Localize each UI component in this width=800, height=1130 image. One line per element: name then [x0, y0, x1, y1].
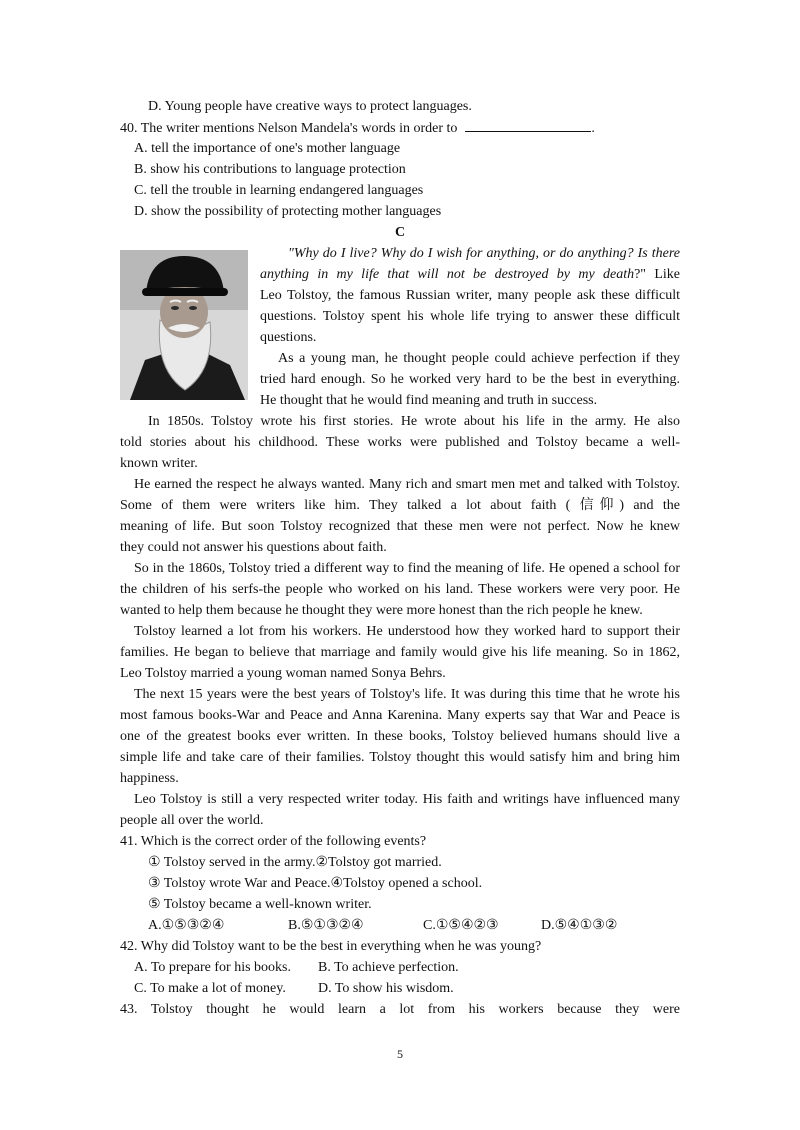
quote-line-1: "Why do I live? Why do I wish for anything, or do anything? Is there — [288, 246, 680, 261]
q41-option-a: A.①⑤③②④ — [148, 918, 225, 933]
q41-option-b: B.⑤①③②④ — [288, 918, 364, 933]
q41-events-row-2 — [120, 873, 680, 894]
answer-blank — [465, 117, 591, 132]
p6-line-1: Tolstoy learned a lot from his workers. He understood how they worked hard to support their — [134, 624, 680, 639]
q41-events-row-1 — [120, 852, 680, 873]
p2-line-3: He thought that he would find meaning and truth in success. — [260, 393, 598, 408]
q42-options-row-1 — [120, 957, 680, 978]
p5-line-2: the children of his serfs-the people who worked on his land. These workers were very poor. He — [120, 582, 680, 597]
p3-line-3: known writer. — [120, 456, 198, 471]
q41-stem: 41. Which is the correct order of the following events? — [120, 834, 427, 849]
p7-line-5: happiness. — [120, 771, 179, 786]
q42-stem: 42. Why did Tolstoy want to be the best in everything when he was young? — [120, 939, 542, 954]
page-content — [120, 96, 680, 1020]
quote-line-2: anything in my life that will not be destroyed by my death?" Like — [260, 267, 681, 282]
q40-option-a: A. tell the importance of one's mother language — [134, 141, 401, 156]
q42-option-a: A. To prepare for his books. — [134, 960, 292, 975]
q42-option-c: C. To make a lot of money. — [134, 981, 286, 996]
q39-option-d: D. Young people have creative ways to protect languages. — [148, 99, 472, 114]
p5-line-3: wanted to help them because he thought they were more honest than the rich people he knew. — [120, 603, 643, 618]
q40-period: . — [591, 121, 595, 136]
q42-option-d: D. To show his wisdom. — [318, 981, 454, 996]
q41-option-c: C.①⑤④②③ — [423, 918, 499, 933]
section-title: C — [394, 225, 406, 240]
q42-option-b: B. To achieve perfection. — [318, 960, 459, 975]
p7-line-4: simple life and take care of their families. Tolstoy thought this would satisfy him and bring him — [120, 750, 680, 765]
p3-line-1: In 1850s. Tolstoy wrote his first stories. He wrote about his life in the army. He also — [148, 414, 680, 429]
p2-line-1: As a young man, he thought people could achieve perfection if they — [278, 351, 680, 366]
p7-line-1: The next 15 years were the best years of Tolstoy's life. It was during this time that he wrote his — [134, 687, 680, 702]
p1-line-1: Leo Tolstoy, the famous Russian writer, many people ask these difficult — [260, 288, 680, 303]
q41-event-5: ⑤ Tolstoy became a well-known writer. — [148, 897, 372, 912]
page-number: 5 — [397, 1047, 403, 1061]
q41-event-1: ① Tolstoy served in the army. — [148, 855, 316, 870]
p4-line-1: He earned the respect he always wanted. Many rich and smart men met and talked with Tolstoy. — [134, 477, 680, 492]
quote-block — [260, 243, 680, 411]
portrait-image — [120, 250, 248, 400]
q41-event-2: ②Tolstoy got married. — [315, 855, 442, 870]
q40-stem: 40. The writer mentions Nelson Mandela's words in order to — [120, 121, 458, 136]
q40-option-b: B. show his contributions to language protection — [134, 162, 406, 177]
tolstoy-portrait — [120, 250, 248, 400]
p4-line-2: Some of them were writers like him. They talked a lot about faith ( 信仰) and the — [120, 498, 680, 513]
p8-line-1: Leo Tolstoy is still a very respected writer today. His faith and writings have influenced many — [134, 792, 680, 807]
p5-line-1: So in the 1860s, Tolstoy tried a different way to find the meaning of life. He opened a school for — [134, 561, 680, 576]
p4-line-4: they could not answer his questions about faith. — [120, 540, 387, 555]
p4-line-3: meaning of life. But soon Tolstoy recognized that these men were not perfect. Now he knew — [120, 519, 680, 534]
p8-line-2: people all over the world. — [120, 813, 264, 828]
p7-line-3: one of the greatest books ever written. In these books, Tolstoy believed humans should live a — [120, 729, 680, 744]
p1-line-2: questions. Tolstoy spent his whole life trying to answer these difficult — [260, 309, 680, 324]
p6-line-2: families. He began to believe that marriage and family would give his life meaning. So in 1862, — [120, 645, 680, 660]
p3-line-2: told stories about his childhood. These works were published and Tolstoy became a well- — [120, 435, 680, 450]
q41-option-d: D.⑤④①③② — [541, 918, 618, 933]
q41-event-4: ④Tolstoy opened a school. — [330, 876, 483, 891]
q41-options — [120, 915, 680, 936]
p1-line-3: questions. — [260, 330, 317, 345]
q40-option-c: C. tell the trouble in learning endangered languages — [134, 183, 424, 198]
p2-line-2: tried hard enough. So he worked very hard to be the best in everything. — [260, 372, 680, 387]
q40-stem-line — [120, 117, 680, 138]
q42-options-row-2 — [120, 978, 680, 999]
p6-line-3: Leo Tolstoy married a young woman named Sonya Behrs. — [120, 666, 446, 681]
q43-stem: 43. Tolstoy thought he would learn a lot from his workers because they were — [120, 1002, 680, 1017]
q41-event-3: ③ Tolstoy wrote War and Peace. — [148, 876, 331, 891]
q40-option-d: D. show the possibility of protecting mother languages — [134, 204, 442, 219]
p7-line-2: most famous books-War and Peace and Anna Karenina. Many experts say that War and Peace is — [120, 708, 680, 723]
